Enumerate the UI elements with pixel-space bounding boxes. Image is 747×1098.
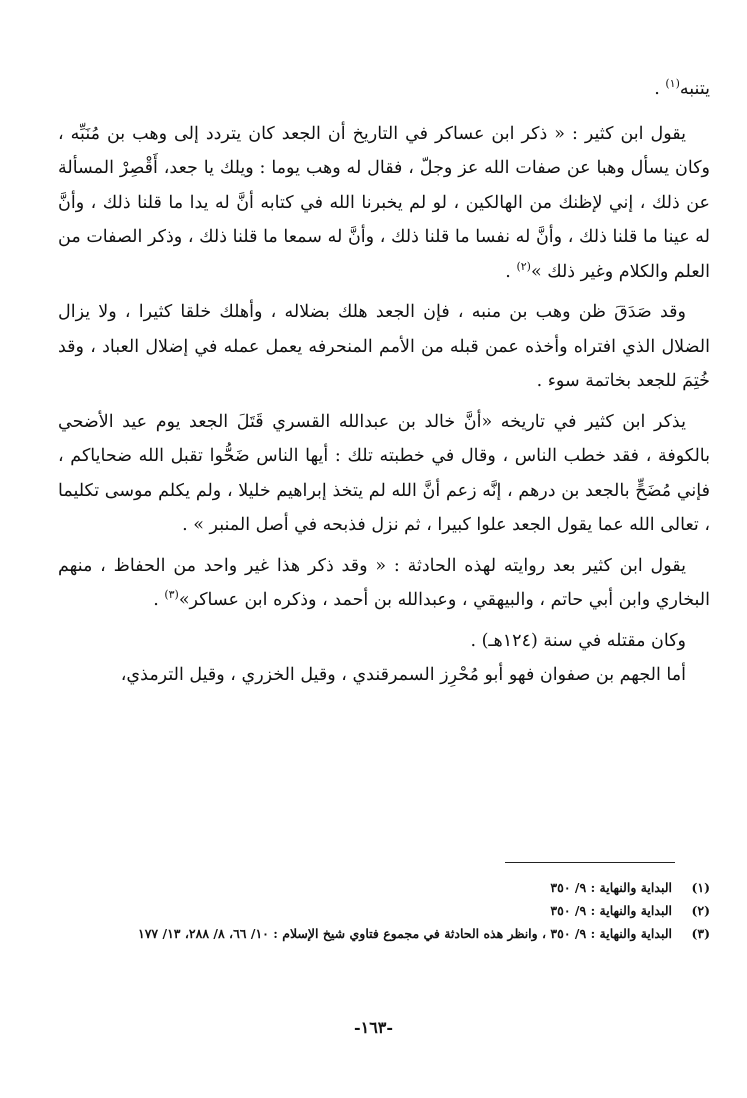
footnote-item (70, 899, 710, 922)
paragraph-7: أما الجهم بن صفوان فهو أبو مُحْرِز السمرقندي ، وقيل الخزري ، وقيل الترمذي، (120, 665, 686, 685)
paragraph-6: وكان مقتله في سنة (١٢٤هـ) . (470, 630, 686, 651)
footnote-item (70, 922, 710, 945)
footnotes (70, 876, 710, 945)
paragraph-2: يقول ابن كثير : « ذكر ابن عساكر في التاريخ أن الجعد كان يتردد إلى وهب بن مُنَبِّه ، وكان يسأل وهبا عن صفات الله عز وجلّ ، فقال له وهب يوما : ويلك يا جعد، أَقْصِرْ المسألة عن ذلك ، إني لإظنك من الهالكين ، لو لم يخبرنا الله في كتابه أنَّ له يدا ما قلنا ذلك ، وأنَّ له عينا ما قلنا ذلك ، وأنَّ له نفسا ما قلنا ذلك ، وأنَّ له سمعا ما قلنا ذلك ، وذكر الصفات من العلم والكلام وغير ذلك »$^{(٢)}$ . (58, 123, 710, 282)
footnote-ref-2: (٢) (516, 259, 531, 273)
page-number: -١٦٣- (353, 1018, 394, 1037)
paragraph-1: يتنبه$^{(١)}$ . (654, 77, 710, 99)
footnote-number: (١) (691, 880, 710, 895)
paragraph-5: يقول ابن كثير بعد روايته لهذه الحادثة : « وقد ذكر هذا غير واحد من الحفاظ ، منهم البخاري وابن أبي حاتم ، والبيهقي ، وعبدالله بن أحمد ، وذكره ابن عساكر»$^{(٣)}$ . (58, 555, 710, 610)
footnote-text: البداية والنهاية : ٩/ ٣٥٠ ، وانظر هذه الحادثة في مجموع فتاوي شيخ الإسلام : ١٠/ ٦٦، ٨/ ٢٨٨، ١٣/ ١٧٧ (138, 926, 672, 941)
footnote-divider (505, 862, 675, 863)
footnote-number: (٣) (691, 926, 710, 941)
paragraph-4: يذكر ابن كثير في تاريخه «أنَّ خالد بن عبدالله القسري قَتَلَ الجعد يوم عيد الأضحي بالكوفة ، فقد خطب الناس ، وقال في خطبته تلك : أيها الناس ضَحُّوا تقبل الله ضحاياكم ، فإني مُضَحٍّ بالجعد بن درهم ، إنَّه زعم أنَّ الله لم يتخذ إبراهيم خليلا ، ولم يكلم موسى تكليما ، تعالى الله عما يقول الجعد علوا كبيرا ، ثم نزل فذبحه في أصل المنبر » . (58, 411, 710, 535)
footnote-item (70, 876, 710, 899)
footnote-ref-1: (١) (665, 77, 680, 91)
footnote-number: (٢) (691, 903, 710, 918)
footnote-text: البداية والنهاية : ٩/ ٣٥٠ (550, 903, 672, 918)
main-text (58, 72, 710, 693)
paragraph-3: وقد صَدَقَ ظن وهب بن منبه ، فإن الجعد هلك بضلاله ، وأهلك خلقا كثيرا ، ولا يزال الضلال الذي افتراه وأخذه عمن قبله من الأمم المنحرفه يعمل عمله في إضلال العباد ، وقد خُتِمَ للجعد بخاتمة سوء . (58, 302, 710, 391)
footnote-ref-3: (٣) (164, 588, 179, 602)
footnote-text: البداية والنهاية : ٩/ ٣٥٠ (550, 880, 672, 895)
